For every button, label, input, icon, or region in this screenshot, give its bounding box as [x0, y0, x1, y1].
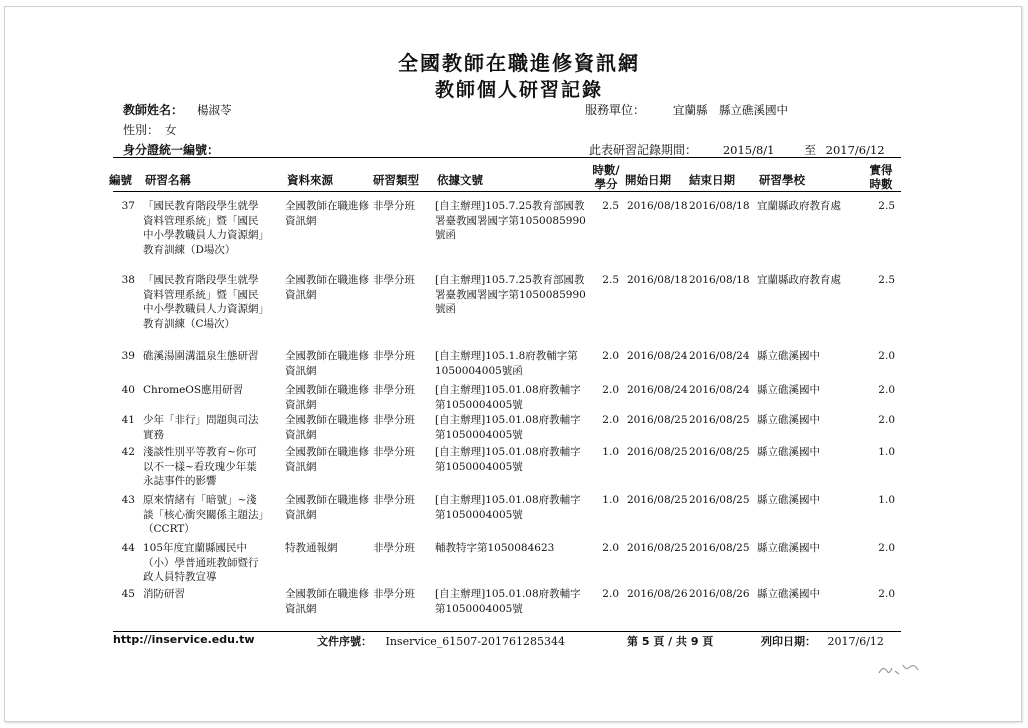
- header-hours-line2: 學分: [594, 177, 618, 191]
- page-indicator: 第 5 頁 / 共 9 頁: [627, 635, 714, 648]
- service-unit-field: [585, 101, 788, 118]
- period-start: 2015/8/1: [722, 143, 775, 157]
- header-no: 編號: [109, 173, 132, 187]
- service-unit-label: 服務單位：: [585, 103, 646, 117]
- gender-value: 女: [165, 123, 177, 137]
- page-subtitle: 教師個人研習記錄: [434, 79, 603, 101]
- gender-label: 性別：: [123, 123, 160, 137]
- record-period-label: 此表研習記錄期間：: [589, 143, 698, 157]
- header-credited: [865, 163, 897, 191]
- period-end: 2017/6/12: [825, 143, 885, 157]
- print-date-value: 2017/6/12: [827, 635, 884, 648]
- gender-field: [123, 121, 177, 138]
- header-source: 資料來源: [287, 173, 333, 187]
- header-start-date: 開始日期: [625, 173, 671, 187]
- serial-value: Inservice_61507-201761285344: [385, 635, 565, 648]
- table-top-rule: [113, 157, 901, 158]
- header-credited-line2: 時數: [869, 177, 893, 191]
- header-credited-line1: 實得: [869, 163, 893, 177]
- header-name: 研習名稱: [145, 173, 191, 187]
- service-unit-value: 宜蘭縣 縣立礁溪國中: [673, 103, 789, 117]
- footer-serial: [317, 633, 565, 649]
- id-number-field: [123, 141, 219, 158]
- teacher-name-label: 教師姓名：: [123, 103, 184, 117]
- teacher-name-value: 楊淑苓: [197, 103, 232, 117]
- period-to: 至: [804, 143, 816, 157]
- header-type: 研習類型: [373, 173, 419, 187]
- document-page: 全國教師在職進修資訊網 教師個人研習記錄 教師姓名： 楊淑苓 服務單位： 宜蘭縣 縣立礁溪國中 性別： 女 身分證統一編號： 此表研習記錄期間： 2015/8/1 至 2017/6/12 編號 研習名稱 資料來源 研習類型 依據文號 時數/ 學分 開始日期 結束日期 研習學校 實得 時數 37 「國民教育階段學生就學資料管理系統」暨「國民中小學教職員人力資源網」教育訓練（D場次） 全國教師在職進修資訊網 非學分班 [自主辦理]105.7.25教育部國教署臺教國署國字第1050085990號函 2.5 2016/08/18 2016/08/18 宜蘭縣政府教育處 2.5 38 「國民教育階段學生就學資料管理系統」暨「國民中小學教職員人力資源網」教育訓練（C場次） 全國教師在職進修資訊網 非學分班 [自主辦理]105.7.25教育部國教署臺教國署國字第1050085990號函 2.5 2016/08/18 2016/08/18 宜蘭縣政府教育處 2.5 39 礁溪湯圍溝溫泉生態研習 全國教師在職進修資訊網 非學分班 [自主辦理]105.1.8府教輔字第1050004005號函 2.0 2016/08/24 2016/08/24 縣立礁溪國中 2.0 40 ChromeOS應用研習 全國教師在職進修資訊網 非學分班 [自主辦理]105.01.08府教輔字第1050004005號 2.0 2016/08/24 2016/08/24 縣立礁溪國中 2.0 41 少年「非行」問題與司法實務 全國教師在職進修資訊網 非學分班 [自主辦理]105.01.08府教輔字第1050004005號 2.0 2016/08/25 2016/08/25 縣立礁溪國中 2.0 42 淺談性別平等教育~你可以不一樣~看玫瑰少年葉永誌事件的影響 全國教師在職進修資訊網 非學分班 [自主辦理]105.01.08府教輔字第1050004005號 1.0 2016/08/25 2016/08/25 縣立礁溪國中 1.0 43 原來情緒有「暗號」~淺談「核心衝突關係主題法」（CCRT） 全國教師在職進修資訊網 非學分班 [自主辦理]105.01.08府教輔字第1050004005號 1.0 2016/08/25 2016/08/25 縣立礁溪國中 1.0 44 105年度宜蘭縣國民中（小）學普通班教師暨行政人員特教宣導 特教通報網 非學分班 輔教特字第1050084623 2.0 2016/08/25 2016/08/25 縣立礁溪國中 2.0 45 消防研習 全國教師在職進修資訊網 非學分班 [自主辦理]105.01.08府教輔字第1050004005號 2.0 2016/08/26 2016/08/26 縣立礁溪國中 2.0 http://inservice.edu.tw 文件序號： Inservice_61507-201761285344 第 5 頁 / 共 9 頁 列印日期： 2017/6/12: [4, 6, 1022, 722]
- print-date: [761, 633, 884, 649]
- teacher-name-field: [123, 101, 232, 118]
- header-bottom-rule: [113, 191, 901, 192]
- serial-label: 文件序號：: [317, 635, 372, 648]
- handwritten-mark-icon: [877, 659, 927, 679]
- print-date-label: 列印日期：: [761, 635, 816, 648]
- header-hours: [589, 163, 623, 191]
- page-title: 全國教師在職進修資訊網: [398, 51, 640, 75]
- header-hours-line1: 時數/: [592, 163, 620, 177]
- header-school: 研習學校: [759, 173, 805, 187]
- header-end-date: 結束日期: [689, 173, 735, 187]
- footer-rule: [113, 631, 901, 632]
- id-number-label: 身分證統一編號：: [123, 143, 220, 157]
- footer-url: http://inservice.edu.tw: [113, 633, 255, 646]
- record-period: [589, 141, 885, 158]
- header-doc: 依據文號: [437, 173, 483, 187]
